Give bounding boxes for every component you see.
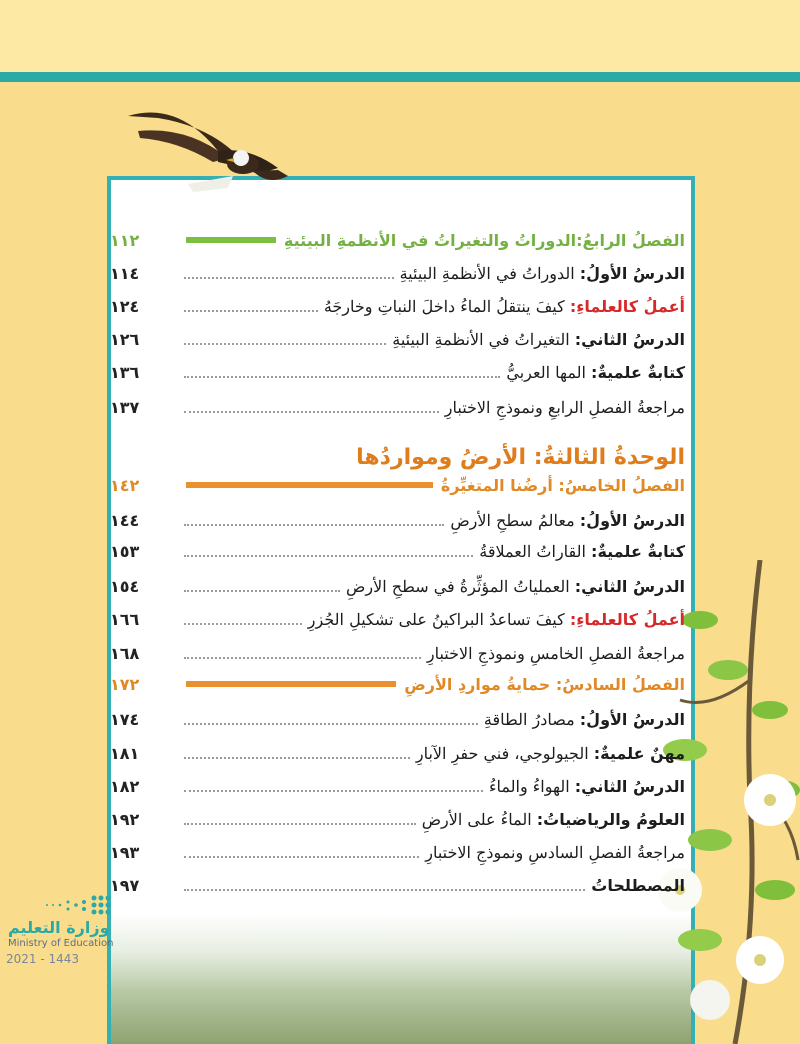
chapter6-heading[interactable] <box>110 669 685 699</box>
logo-dots-icon <box>4 892 114 920</box>
row-text: كيفَ ينتقلُ الماءُ داخلَ النباتِ وخارجَهُ <box>323 296 570 316</box>
page-number: ١٧٤ <box>110 709 140 729</box>
dot-leader <box>184 401 439 413</box>
ministry-logo <box>4 892 114 968</box>
dot-leader <box>184 613 302 625</box>
page-number: ١٤٢ <box>110 475 140 495</box>
row-text: الجيولوجي، فني حفرِ الآبارِ <box>415 743 594 763</box>
toc-row[interactable] <box>110 357 685 387</box>
toc-row[interactable] <box>110 870 685 900</box>
dot-leader <box>184 545 473 557</box>
row-prefix: الدرسُ الثاني: <box>574 576 685 596</box>
row-prefix: العلومُ والرياضياتُ: <box>536 809 685 829</box>
toc-row[interactable] <box>110 837 685 867</box>
toc-row[interactable] <box>110 738 685 768</box>
toc-row[interactable] <box>110 771 685 801</box>
dot-leader <box>184 879 585 891</box>
dot-leader <box>184 647 421 659</box>
row-text: الهواءُ والماءُ <box>488 776 575 796</box>
page-number: ١٦٦ <box>110 609 140 629</box>
page-number: ١٨١ <box>110 743 140 763</box>
page-number: ١٩٧ <box>110 875 140 895</box>
top-band <box>0 0 800 72</box>
unit-heading <box>110 442 685 472</box>
dot-leader <box>184 713 478 725</box>
page-number: ١٤٤ <box>110 510 140 530</box>
row-text: القاراتُ العملاقةُ <box>479 541 592 561</box>
dot-leader <box>184 813 416 825</box>
ministry-name-arabic: وزارة التعليم <box>8 918 110 937</box>
page-number: ١٥٤ <box>110 576 140 596</box>
row-text: العملياتُ المؤثِّرةُ في سطحِ الأرضِ <box>346 576 575 596</box>
dot-leader <box>184 267 394 279</box>
toc-row[interactable] <box>110 604 685 634</box>
page-number: ١٦٨ <box>110 643 140 663</box>
row-prefix: مهنٌ علميةٌ: <box>593 743 685 763</box>
teal-divider <box>0 72 800 82</box>
page-number: ١٩٢ <box>110 809 140 829</box>
row-prefix: الدرسُ الأولُ: <box>579 510 685 530</box>
page-number: ١٧٢ <box>110 674 140 694</box>
row-prefix: أعملُ كالعلماءِ: <box>569 296 685 316</box>
ministry-name-english: Ministry of Education <box>8 938 114 949</box>
row-prefix: المصطلحاتُ <box>591 875 685 895</box>
row-prefix: كتابةٌ علميةٌ: <box>591 362 685 382</box>
toc-row[interactable] <box>110 804 685 834</box>
toc-row[interactable] <box>110 704 685 734</box>
dot-leader <box>184 514 444 526</box>
toc-row[interactable] <box>110 258 685 288</box>
row-prefix: أعملُ كالعلماءِ: <box>569 609 685 629</box>
row-prefix: الدرسُ الثاني: <box>574 329 685 349</box>
chapter-bar <box>186 482 433 488</box>
dot-leader <box>184 846 419 858</box>
toc-row[interactable] <box>110 324 685 354</box>
row-text: مراجعةُ الفصلِ الخامسِ ونموذجِ الاختبارِ <box>426 643 685 663</box>
page-number: ١١٢ <box>110 230 140 250</box>
toc-row[interactable] <box>110 505 685 535</box>
dot-leader <box>184 300 318 312</box>
toc-row[interactable] <box>110 392 685 422</box>
row-prefix: الدرسُ الأولُ: <box>579 709 685 729</box>
row-text: الدوراتُ في الأنظمةِ البيئيةِ <box>399 263 580 283</box>
row-text: الماءُ على الأرضِ <box>421 809 537 829</box>
page-number: ١٨٢ <box>110 776 140 796</box>
dot-leader <box>184 580 340 592</box>
toc-row[interactable] <box>110 291 685 321</box>
dot-leader <box>184 747 410 759</box>
edition-year: 2021 - 1443 <box>6 952 80 966</box>
chapter5-heading[interactable] <box>110 470 685 500</box>
chapter-title: الفصلُ الرابعُ:الدوراتُ والتغيراتُ في الأنظمةِ البيئيةِ <box>283 230 685 250</box>
row-text: كيفَ تساعدُ البراكينُ على تشكيلِ الجُزرِ <box>307 609 570 629</box>
chapter-bar <box>186 681 396 687</box>
chapter4-heading[interactable] <box>110 225 685 255</box>
dot-leader <box>184 780 483 792</box>
row-prefix: الدرسُ الثاني: <box>574 776 685 796</box>
row-text: مراجعةُ الفصلِ الرابعِ ونموذجِ الاختبارِ <box>444 397 685 417</box>
row-text: التغيراتُ في الأنظمةِ البيئيةِ <box>392 329 575 349</box>
toc-row[interactable] <box>110 571 685 601</box>
row-prefix: كتابةٌ علميةٌ: <box>591 541 685 561</box>
page-number: ١٣٧ <box>110 397 140 417</box>
dot-leader <box>184 366 500 378</box>
page-number: ١١٤ <box>110 263 140 283</box>
toc-row[interactable] <box>110 638 685 668</box>
dot-leader <box>184 333 386 345</box>
row-text: معالمُ سطحِ الأرضِ <box>450 510 580 530</box>
row-text: مراجعةُ الفصلِ السادسِ ونموذجِ الاختبارِ <box>425 842 685 862</box>
chapter-title: الفصلُ السادسُ: حمايةُ مواردِ الأرضِ <box>404 674 685 694</box>
field-photo <box>111 914 691 1044</box>
chapter-bar <box>186 237 276 243</box>
page-number: ١٢٤ <box>110 296 140 316</box>
chapter-title: الفصلُ الخامسُ: أرضُنا المتغيِّرةُ <box>440 475 685 495</box>
row-text: مصادرُ الطاقةِ <box>483 709 580 729</box>
page-number: ١٥٣ <box>110 541 140 561</box>
page-number: ١٣٦ <box>110 362 140 382</box>
toc-row[interactable] <box>110 536 685 566</box>
row-text: المها العربيُّ <box>506 362 592 382</box>
page-number: ١٩٣ <box>110 842 140 862</box>
unit-title: الوحدةُ الثالثةُ: الأرضُ ومواردُها <box>356 444 685 470</box>
page-number: ١٢٦ <box>110 329 140 349</box>
eagle-illustration <box>118 96 298 196</box>
row-prefix: الدرسُ الأولُ: <box>579 263 685 283</box>
